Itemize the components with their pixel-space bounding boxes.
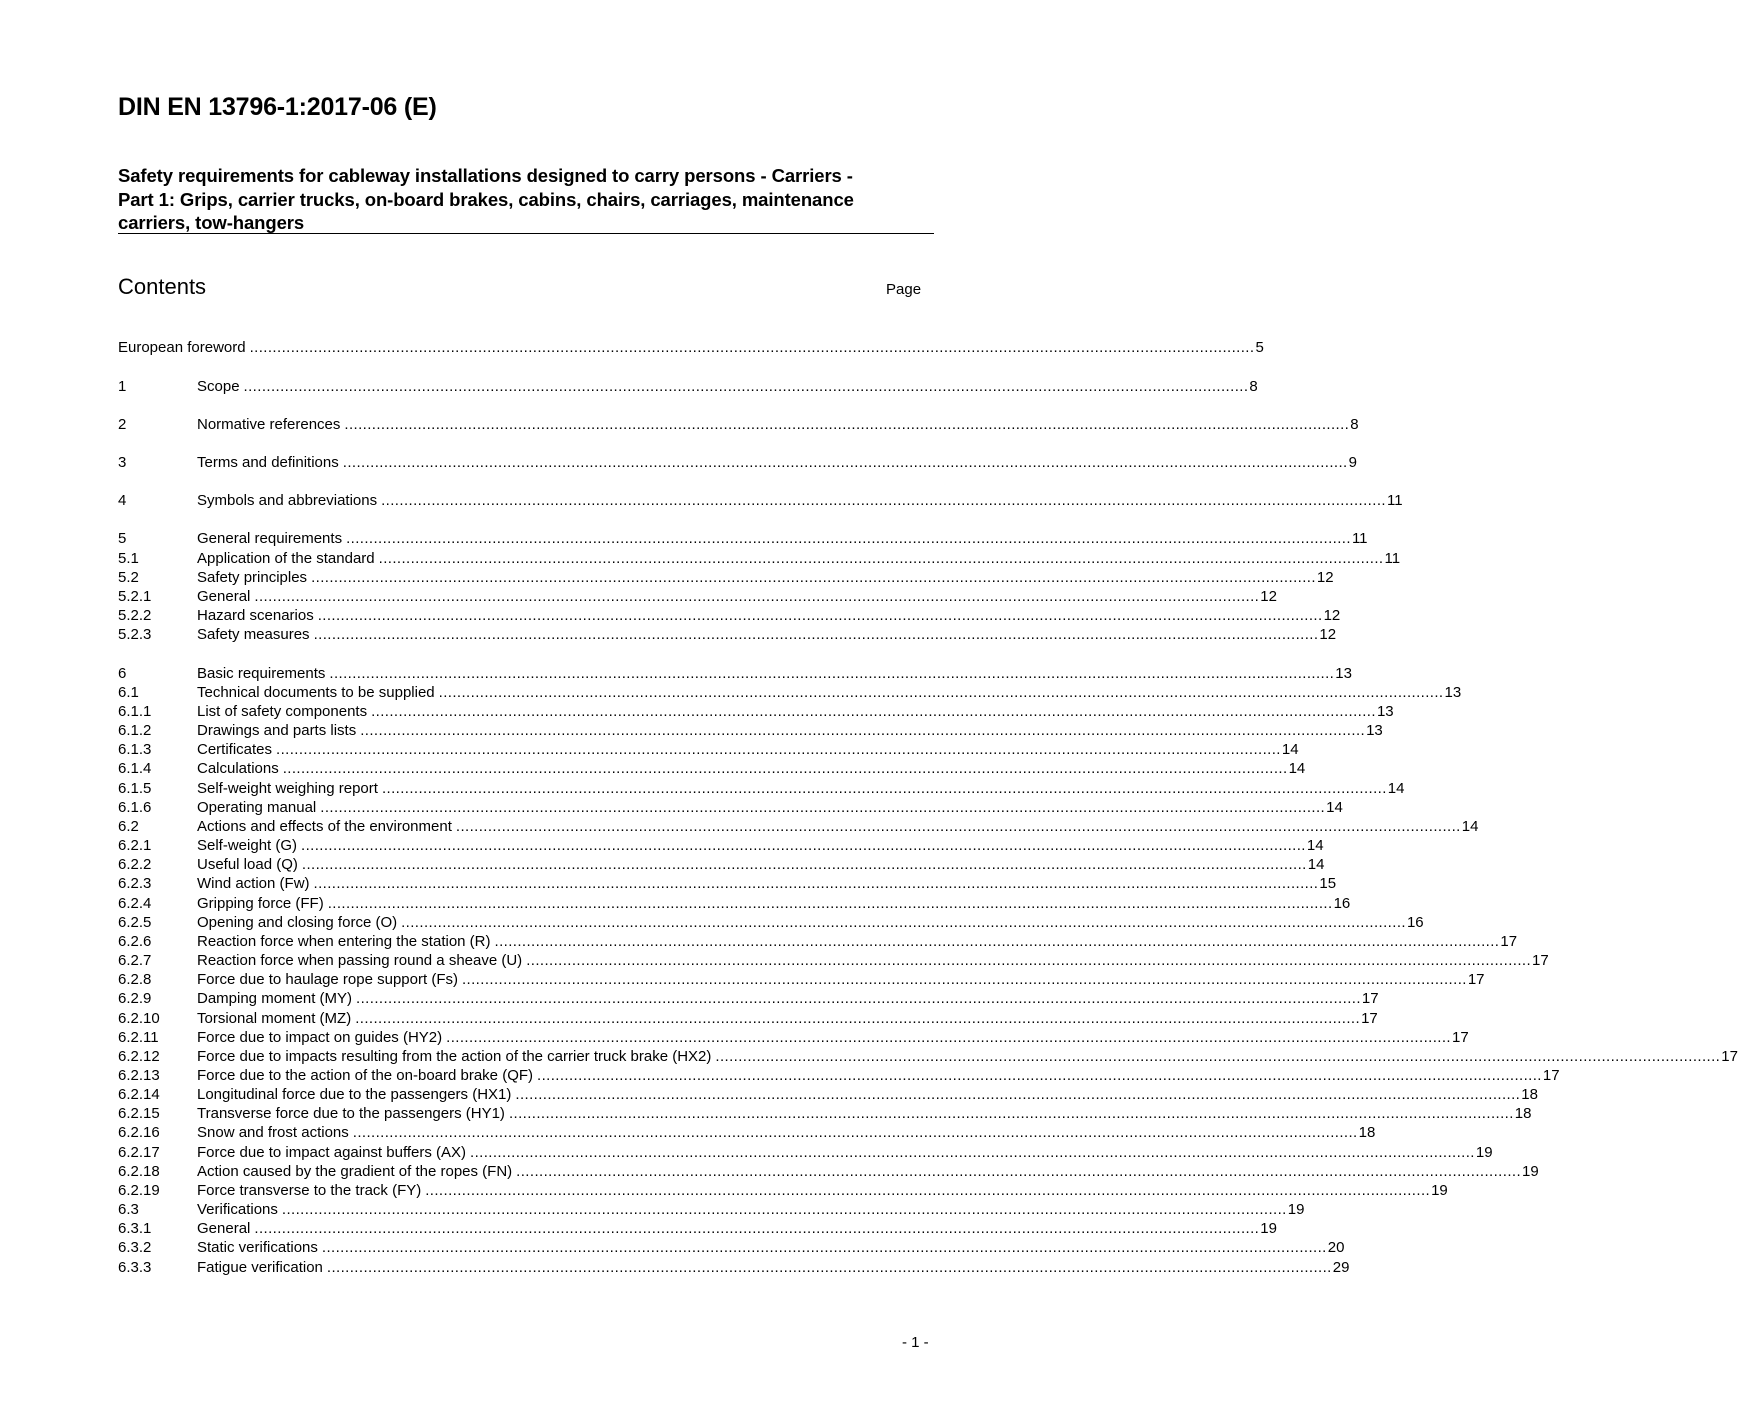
toc-entry-number: 6.2.6 <box>118 933 152 950</box>
toc-entry-page: 14 <box>1281 741 1299 758</box>
toc-entry-title: Longitudinal force due to the passengers (HX1) <box>197 1086 512 1103</box>
toc-entry-title: Force due to the action of the on-board brake (QF) <box>197 1067 534 1084</box>
toc-entry[interactable] <box>118 625 1337 644</box>
toc-dot-leader: ............................................................................................................................................................................................................................ <box>313 875 1319 892</box>
toc-entry-title: General <box>197 588 251 605</box>
toc-entry-number: 3 <box>118 454 127 471</box>
toc-entry-title: Basic requirements <box>197 665 326 682</box>
toc-dot-leader: ............................................................................................................................................................................................................................ <box>320 799 1326 816</box>
toc-entry[interactable] <box>118 664 1352 683</box>
toc-entry-number: 6.3 <box>118 1201 139 1218</box>
toc-entry-number: 6.2.5 <box>118 914 152 931</box>
toc-entry-number: 6.3.2 <box>118 1239 152 1256</box>
subtitle-line-1: Safety requirements for cableway installations designed to carry persons - Carriers - <box>118 165 853 186</box>
toc-entry-page: 11 <box>1386 492 1403 509</box>
toc-entry-number: 6.1.2 <box>118 722 152 739</box>
toc-entry-number: 6.1.1 <box>118 703 152 720</box>
toc-entry-page: 14 <box>1307 856 1325 873</box>
toc-entry[interactable] <box>118 377 1258 396</box>
toc-entry[interactable] <box>118 587 1277 606</box>
document-title: DIN EN 13796-1:2017-06 (E) <box>118 93 437 121</box>
toc-dot-leader: ............................................................................................................................................................................................................................ <box>381 780 1387 797</box>
toc-dot-leader: ............................................................................................................................................................................................................................ <box>346 530 1351 547</box>
toc-entry-title: Terms and definitions <box>197 454 339 471</box>
toc-entry-title: Transverse force due to the passengers (HY1) <box>197 1105 505 1122</box>
toc-entry-number: 6.2.15 <box>118 1105 160 1122</box>
toc-entry-title: Wind action (Fw) <box>197 875 310 892</box>
toc-entry-title: Calculations <box>197 760 279 777</box>
toc-entry[interactable] <box>118 606 1341 625</box>
toc-dot-leader: ............................................................................................................................................................................................................................ <box>371 703 1376 720</box>
toc-entry-page: 12 <box>1319 626 1337 643</box>
toc-entry[interactable] <box>118 759 1306 778</box>
toc-entry-number: 6.2.4 <box>118 895 152 912</box>
toc-entry[interactable] <box>118 989 1379 1008</box>
toc-entry-title: Static verifications <box>197 1239 318 1256</box>
toc-entry-title: Force transverse to the track (FY) <box>197 1182 422 1199</box>
toc-entry-page: 18 <box>1514 1105 1532 1122</box>
toc-entry[interactable] <box>118 1181 1448 1200</box>
toc-entry-page: 29 <box>1332 1259 1350 1276</box>
toc-entry-title: European foreword <box>118 339 246 356</box>
toc-entry-title: Gripping force (FF) <box>197 895 324 912</box>
toc-entry-title: Self-weight weighing report <box>197 780 378 797</box>
toc-entry-title: Force due to impact against buffers (AX) <box>197 1144 467 1161</box>
toc-entry-page: 14 <box>1306 837 1324 854</box>
toc-entry-page: 17 <box>1361 1010 1378 1027</box>
toc-entry-page: 19 <box>1287 1201 1305 1218</box>
toc-entry-title: Actions and effects of the environment <box>197 818 452 835</box>
toc-entry-page: 13 <box>1444 684 1462 701</box>
toc-entry[interactable] <box>118 779 1405 798</box>
toc-entry-page: 19 <box>1431 1182 1448 1199</box>
toc-dot-leader: ............................................................................................................................................................................................................................ <box>342 454 1348 471</box>
toc-dot-leader: ............................................................................................................................................................................................................................ <box>254 588 1260 605</box>
toc-dot-leader: ............................................................................................................................................................................................................................ <box>329 665 1335 682</box>
toc-dot-leader: ............................................................................................................................................................................................................................ <box>327 895 1333 912</box>
toc-entry[interactable] <box>118 1258 1350 1277</box>
toc-entry-page: 17 <box>1451 1029 1469 1046</box>
toc-entry-page: 14 <box>1288 760 1306 777</box>
toc-entry-number: 6.1.5 <box>118 780 152 797</box>
toc-entry-number: 6.2.13 <box>118 1067 160 1084</box>
toc-dot-leader: ............................................................................................................................................................................................................................ <box>352 1124 1358 1141</box>
toc-entry-title: Normative references <box>197 416 341 433</box>
toc-entry[interactable] <box>118 836 1324 855</box>
toc-entry-number: 6.3.3 <box>118 1259 152 1276</box>
toc-dot-leader: ............................................................................................................................................................................................................................ <box>516 1163 1522 1180</box>
toc-dot-leader: ............................................................................................................................................................................................................................ <box>243 378 1249 395</box>
toc-entry[interactable] <box>118 1143 1493 1162</box>
toc-entry-page: 17 <box>1361 990 1379 1007</box>
toc-dot-leader: ............................................................................................................................................................................................................................ <box>715 1048 1721 1065</box>
toc-entry-page: 16 <box>1333 895 1351 912</box>
toc-dot-leader: ............................................................................................................................................................................................................................ <box>494 933 1500 950</box>
toc-entry[interactable] <box>118 894 1351 913</box>
toc-entry-page: 20 <box>1327 1239 1345 1256</box>
toc-entry-number: 6.2.10 <box>118 1010 160 1027</box>
toc-entry-title: Action caused by the gradient of the ropes (FN) <box>197 1163 513 1180</box>
toc-entry-title: Opening and closing force (O) <box>197 914 398 931</box>
toc-entry-title: Application of the standard <box>197 550 375 567</box>
toc-dot-leader: ............................................................................................................................................................................................................................ <box>317 607 1323 624</box>
toc-entry-number: 6.2.11 <box>118 1029 159 1046</box>
toc-entry[interactable] <box>118 549 1401 568</box>
toc-entry[interactable] <box>118 932 1518 951</box>
toc-entry-number: 6.2.19 <box>118 1182 160 1199</box>
toc-entry-page: 17 <box>1721 1048 1738 1065</box>
toc-entry-number: 6.2.14 <box>118 1086 160 1103</box>
toc-entry-page: 17 <box>1467 971 1485 988</box>
toc-entry-title: Scope <box>197 378 240 395</box>
toc-dot-leader: ............................................................................................................................................................................................................................ <box>311 569 1316 586</box>
toc-entry-title: Reaction force when passing round a sheave (U) <box>197 952 523 969</box>
toc-dot-leader: ............................................................................................................................................................................................................................ <box>356 990 1361 1007</box>
toc-entry-title: Force due to impact on guides (HY2) <box>197 1029 443 1046</box>
toc-entry-number: 6.2.3 <box>118 875 152 892</box>
toc-entry-page: 11 <box>1351 530 1368 547</box>
toc-dot-leader: ............................................................................................................................................................................................................................ <box>401 914 1406 931</box>
toc-entry-title: Hazard scenarios <box>197 607 314 624</box>
toc-entry-page: 14 <box>1461 818 1479 835</box>
toc-dot-leader: ............................................................................................................................................................................................................................ <box>282 760 1288 777</box>
toc-dot-leader: ............................................................................................................................................................................................................................ <box>425 1182 1431 1199</box>
toc-entry[interactable] <box>118 338 1264 357</box>
document-subtitle <box>118 164 934 235</box>
toc-entry[interactable] <box>118 817 1479 836</box>
toc-entry-title: Technical documents to be supplied <box>197 684 435 701</box>
toc-entry[interactable] <box>118 951 1549 970</box>
toc-entry[interactable] <box>118 970 1485 989</box>
toc-entry[interactable] <box>118 913 1424 932</box>
toc-entry[interactable] <box>118 1066 1560 1085</box>
toc-entry-page: 17 <box>1532 952 1549 969</box>
toc-dot-leader: ............................................................................................................................................................................................................................ <box>326 1259 1332 1276</box>
toc-entry-number: 6.1.4 <box>118 760 152 777</box>
toc-entry[interactable] <box>118 1009 1378 1028</box>
toc-entry-page: 18 <box>1521 1086 1538 1103</box>
toc-entry[interactable] <box>118 453 1357 472</box>
toc-entry-number: 6.2.7 <box>118 952 152 969</box>
toc-entry-number: 6.2 <box>118 818 139 835</box>
toc-entry-page: 19 <box>1522 1163 1539 1180</box>
toc-dot-leader: ............................................................................................................................................................................................................................ <box>281 1201 1287 1218</box>
toc-entry-page: 13 <box>1376 703 1394 720</box>
toc-dot-leader: ............................................................................................................................................................................................................................ <box>360 722 1366 739</box>
toc-entry-page: 15 <box>1319 875 1337 892</box>
toc-entry-number: 6.3.1 <box>118 1220 152 1237</box>
toc-entry[interactable] <box>118 683 1462 702</box>
toc-entry-page: 8 <box>1350 416 1359 433</box>
toc-entry-page: 12 <box>1316 569 1334 586</box>
toc-entry-title: Torsional moment (MZ) <box>197 1010 352 1027</box>
toc-entry-number: 6.2.1 <box>118 837 152 854</box>
toc-entry-title: Reaction force when entering the station (R) <box>197 933 491 950</box>
toc-dot-leader: ............................................................................................................................................................................................................................ <box>537 1067 1542 1084</box>
toc-entry-number: 6.1.6 <box>118 799 152 816</box>
toc-entry-page: 8 <box>1249 378 1258 395</box>
toc-entry-title: Safety measures <box>197 626 310 643</box>
toc-entry-title: Operating manual <box>197 799 317 816</box>
toc-entry-title: Force due to haulage rope support (Fs) <box>197 971 458 988</box>
toc-entry-page: 16 <box>1406 914 1424 931</box>
toc-entry[interactable] <box>118 874 1337 893</box>
toc-entry-title: Force due to impacts resulting from the action of the carrier truck brake (HX2) <box>197 1048 712 1065</box>
toc-dot-leader: ............................................................................................................................................................................................................................ <box>438 684 1444 701</box>
toc-entry[interactable] <box>118 1162 1539 1181</box>
toc-entry-number: 2 <box>118 416 127 433</box>
toc-entry-title: General requirements <box>197 530 343 547</box>
toc-entry[interactable] <box>118 1104 1532 1123</box>
toc-entry-title: Damping moment (MY) <box>197 990 353 1007</box>
subtitle-line-2: Part 1: Grips, carrier trucks, on-board brakes, cabins, chairs, carriages, maintenance <box>118 188 854 210</box>
toc-entry-page: 19 <box>1475 1144 1493 1161</box>
toc-entry-number: 5.2.1 <box>118 588 152 605</box>
toc-entry-number: 5.2 <box>118 569 139 586</box>
toc-entry-number: 6.2.8 <box>118 971 152 988</box>
toc-dot-leader: ............................................................................................................................................................................................................................ <box>355 1010 1361 1027</box>
toc-entry-number: 6.2.9 <box>118 990 152 1007</box>
toc-dot-leader: ............................................................................................................................................................................................................................ <box>254 1220 1260 1237</box>
toc-entry-number: 1 <box>118 378 127 395</box>
toc-entry-number: 5.1 <box>118 550 139 567</box>
toc-entry-number: 6 <box>118 665 127 682</box>
toc-dot-leader: ............................................................................................................................................................................................................................ <box>321 1239 1327 1256</box>
toc-dot-leader: ............................................................................................................................................................................................................................ <box>378 550 1384 567</box>
toc-entry-page: 14 <box>1326 799 1343 816</box>
toc-entry[interactable] <box>118 529 1368 548</box>
toc-entry[interactable] <box>118 1028 1469 1047</box>
toc-entry-number: 4 <box>118 492 127 509</box>
toc-entry-page: 13 <box>1366 722 1383 739</box>
toc-entry[interactable] <box>118 721 1383 740</box>
toc-entry-title: Useful load (Q) <box>197 856 298 873</box>
toc-entry-number: 6.1 <box>118 684 139 701</box>
toc-entry[interactable] <box>118 798 1343 817</box>
toc-entry-page: 18 <box>1358 1124 1376 1141</box>
title-divider <box>118 233 934 234</box>
toc-entry[interactable] <box>118 702 1394 721</box>
toc-entry[interactable] <box>118 855 1325 874</box>
toc-dot-leader: ............................................................................................................................................................................................................................ <box>301 856 1307 873</box>
subtitle-line-3: carriers, tow-hangers <box>118 212 305 233</box>
toc-dot-leader: ............................................................................................................................................................................................................................ <box>515 1086 1521 1103</box>
page-number: - 1 - <box>902 1334 929 1351</box>
toc-entry-page: 14 <box>1387 780 1405 797</box>
toc-entry-title: Self-weight (G) <box>197 837 298 854</box>
toc-entry-title: General <box>197 1220 251 1237</box>
toc-entry-number: 5.2.3 <box>118 626 152 643</box>
toc-entry-title: Certificates <box>197 741 273 758</box>
toc-entry[interactable] <box>118 491 1403 510</box>
toc-entry-number: 6.2.18 <box>118 1163 160 1180</box>
toc-entry-title: Fatigue verification <box>197 1259 323 1276</box>
toc-dot-leader: ............................................................................................................................................................................................................................ <box>446 1029 1451 1046</box>
toc-entry-page: 12 <box>1323 607 1341 624</box>
toc-entry[interactable] <box>118 1085 1538 1104</box>
toc-dot-leader: ............................................................................................................................................................................................................................ <box>344 416 1350 433</box>
toc-entry-page: 9 <box>1348 454 1357 471</box>
toc-entry-title: Snow and frost actions <box>197 1124 349 1141</box>
toc-entry-page: 11 <box>1384 550 1401 567</box>
toc-dot-leader: ............................................................................................................................................................................................................................ <box>526 952 1532 969</box>
toc-entry-number: 5 <box>118 530 127 547</box>
toc-entry[interactable] <box>118 740 1299 759</box>
contents-heading: Contents <box>118 274 207 299</box>
toc-dot-leader: ............................................................................................................................................................................................................................ <box>301 837 1306 854</box>
toc-dot-leader: ............................................................................................................................................................................................................................ <box>470 1144 1475 1161</box>
toc-entry-number: 6.2.16 <box>118 1124 160 1141</box>
toc-entry[interactable] <box>118 568 1334 587</box>
toc-entry-page: 13 <box>1335 665 1352 682</box>
toc-dot-leader: ............................................................................................................................................................................................................................ <box>313 626 1319 643</box>
toc-entry-title: Safety principles <box>197 569 308 586</box>
toc-entry[interactable] <box>118 1219 1277 1238</box>
toc-entry-number: 6.1.3 <box>118 741 152 758</box>
toc-dot-leader: ............................................................................................................................................................................................................................ <box>455 818 1461 835</box>
toc-dot-leader: ............................................................................................................................................................................................................................ <box>249 339 1255 356</box>
toc-entry-page: 17 <box>1542 1067 1560 1084</box>
toc-entry-number: 6.2.2 <box>118 856 152 873</box>
toc-entry-title: List of safety components <box>197 703 368 720</box>
toc-dot-leader: ............................................................................................................................................................................................................................ <box>461 971 1467 988</box>
toc-entry-page: 17 <box>1500 933 1518 950</box>
toc-entry[interactable] <box>118 1123 1376 1142</box>
toc-entry-number: 6.2.17 <box>118 1144 160 1161</box>
toc-entry[interactable] <box>118 1200 1305 1219</box>
toc-dot-leader: ............................................................................................................................................................................................................................ <box>381 492 1386 509</box>
toc-entry-page: 19 <box>1260 1220 1277 1237</box>
toc-entry-title: Verifications <box>197 1201 278 1218</box>
toc-entry-page: 12 <box>1260 588 1277 605</box>
toc-entry[interactable] <box>118 1047 1738 1066</box>
toc-dot-leader: ............................................................................................................................................................................................................................ <box>276 741 1281 758</box>
page-column-label: Page <box>886 281 922 298</box>
toc-entry-title: Symbols and abbreviations <box>197 492 378 509</box>
toc-entry[interactable] <box>118 415 1359 434</box>
toc-dot-leader: ............................................................................................................................................................................................................................ <box>508 1105 1514 1122</box>
toc-entry-number: 5.2.2 <box>118 607 152 624</box>
toc-entry-title: Drawings and parts lists <box>197 722 357 739</box>
toc-entry[interactable] <box>118 1238 1345 1257</box>
toc-entry-page: 5 <box>1255 339 1264 356</box>
toc-entry-number: 6.2.12 <box>118 1048 160 1065</box>
